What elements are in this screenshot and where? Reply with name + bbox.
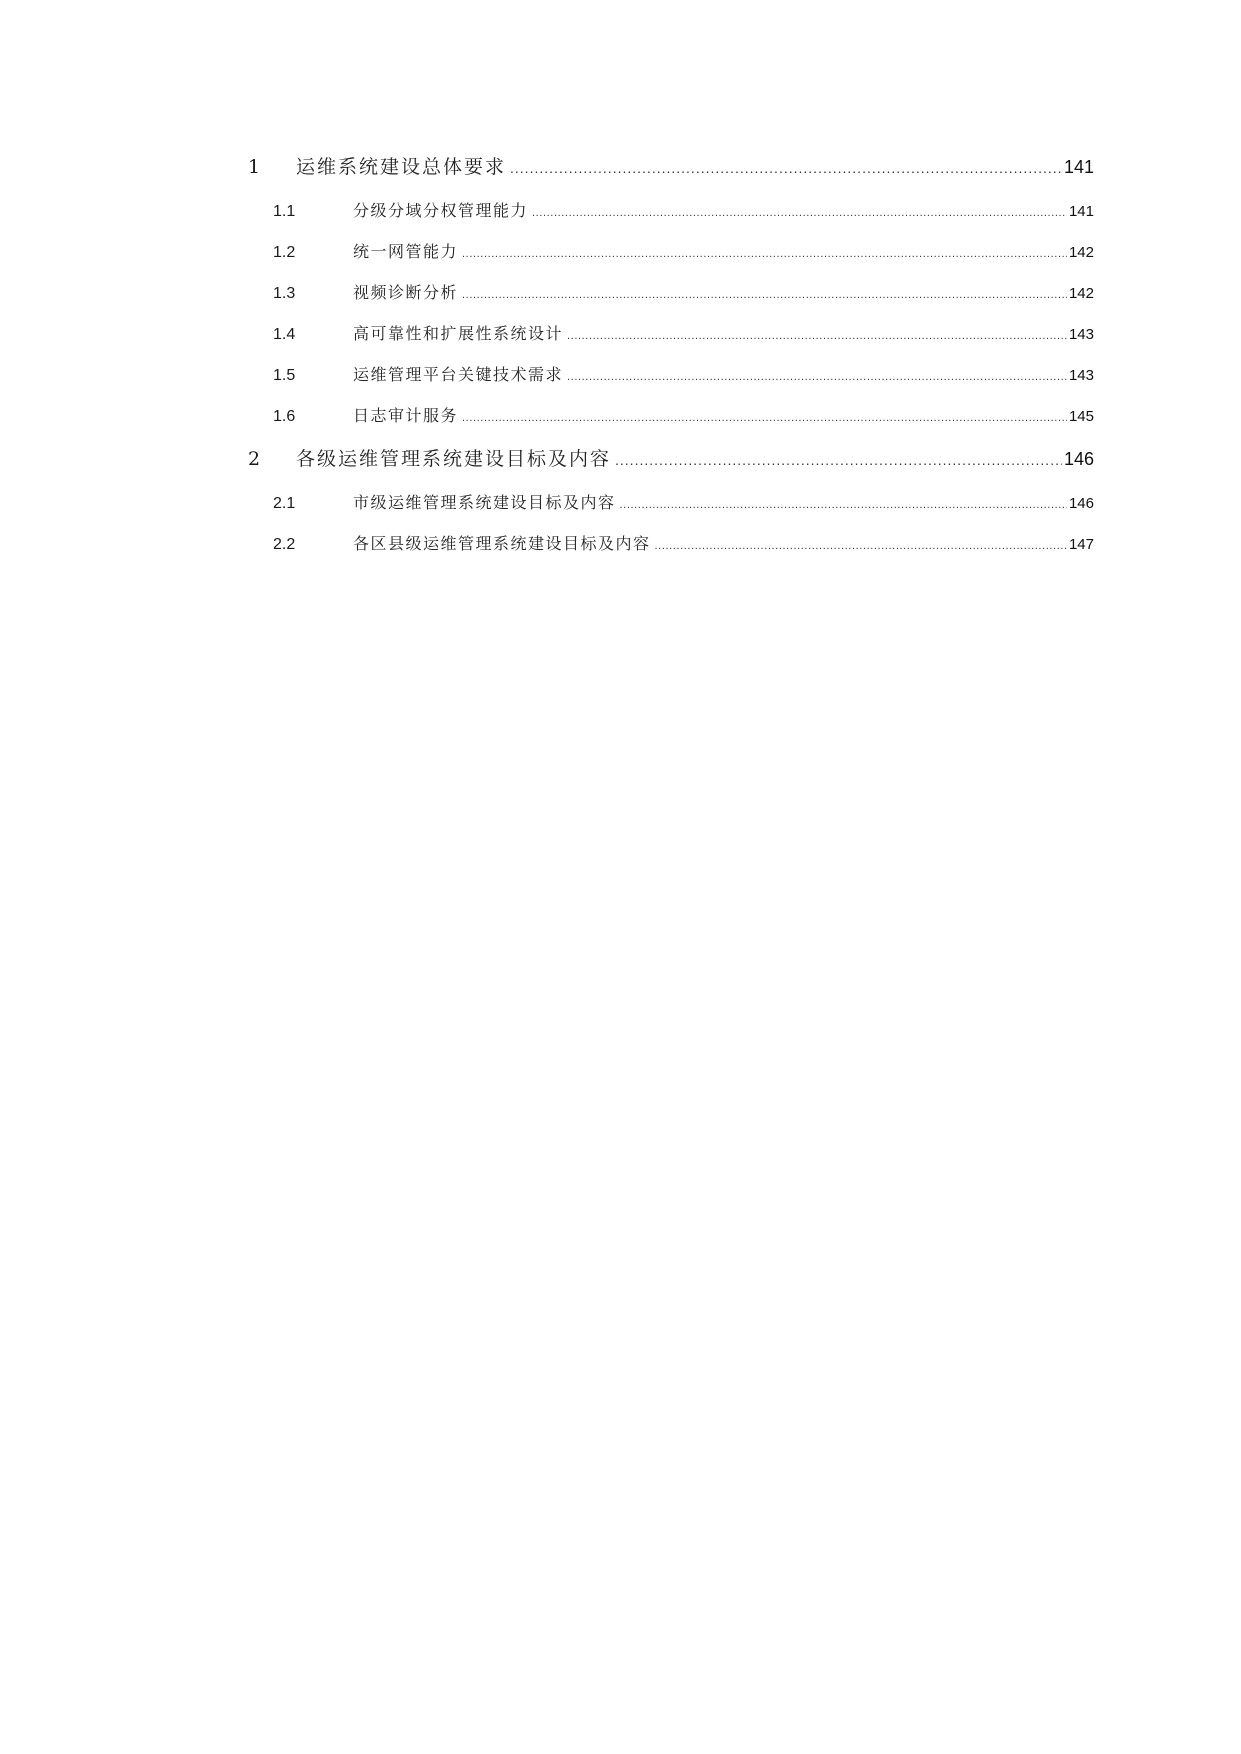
toc-dot-leader — [462, 412, 1067, 424]
toc-entry-level2[interactable] — [248, 490, 1094, 516]
toc-dot-leader — [567, 371, 1067, 383]
toc-dot-leader — [510, 160, 1062, 176]
toc-entry-title: 视频诊断分析 — [353, 283, 459, 302]
toc-entry-page: 143 — [1068, 367, 1094, 384]
toc-entry-title: 运维系统建设总体要求 — [296, 156, 507, 178]
toc-entry-title: 运维管理平台关键技术需求 — [353, 365, 564, 384]
toc-entry-number: 2.1 — [273, 495, 296, 512]
toc-entry-level2[interactable] — [248, 362, 1094, 388]
toc-entry-page: 141 — [1063, 157, 1094, 177]
toc-entry-title: 统一网管能力 — [353, 242, 459, 261]
toc-entry-number: 2.2 — [273, 536, 296, 553]
toc-entry-level2[interactable] — [248, 403, 1094, 429]
toc-entry-number: 1.4 — [273, 326, 296, 343]
toc-entry-number: 1 — [248, 156, 261, 178]
toc-entry-number: 2 — [248, 448, 261, 470]
toc-entry-number: 1.5 — [273, 367, 296, 384]
toc-entry-level1[interactable] — [248, 152, 1094, 182]
toc-entry-title: 日志审计服务 — [353, 406, 459, 425]
toc-entry-level1[interactable] — [248, 444, 1094, 474]
toc-entry-number: 1.6 — [273, 408, 296, 425]
toc-entry-title: 市级运维管理系统建设目标及内容 — [353, 493, 616, 512]
toc-dot-leader — [532, 207, 1067, 219]
toc-entry-page: 147 — [1068, 536, 1094, 553]
toc-entry-page: 145 — [1068, 408, 1094, 425]
toc-entry-page: 146 — [1063, 449, 1094, 469]
toc-entry-title: 各区县级运维管理系统建设目标及内容 — [353, 534, 651, 553]
toc-entry-page: 142 — [1068, 285, 1094, 302]
toc-dot-leader — [620, 499, 1067, 511]
toc-entry-title: 分级分域分权管理能力 — [353, 201, 529, 220]
toc-entry-level2[interactable] — [248, 531, 1094, 557]
toc-entry-number: 1.1 — [273, 203, 296, 220]
toc-entry-title: 各级运维管理系统建设目标及内容 — [296, 448, 612, 470]
toc-entry-page: 142 — [1068, 244, 1094, 261]
toc-entry-level2[interactable] — [248, 280, 1094, 306]
toc-entry-level2[interactable] — [248, 321, 1094, 347]
toc-dot-leader — [462, 289, 1067, 301]
toc-dot-leader — [615, 452, 1062, 468]
toc-entry-title: 高可靠性和扩展性系统设计 — [353, 324, 564, 343]
toc-entry-number: 1.3 — [273, 285, 296, 302]
toc-dot-leader — [462, 248, 1067, 260]
toc-entry-number: 1.2 — [273, 244, 296, 261]
toc-dot-leader — [655, 540, 1067, 552]
toc-entry-level2[interactable] — [248, 239, 1094, 265]
toc-entry-level2[interactable] — [248, 198, 1094, 224]
toc-dot-leader — [567, 330, 1067, 342]
toc-entry-page: 146 — [1068, 495, 1094, 512]
toc-entry-page: 143 — [1068, 326, 1094, 343]
toc-entry-page: 141 — [1068, 203, 1094, 220]
